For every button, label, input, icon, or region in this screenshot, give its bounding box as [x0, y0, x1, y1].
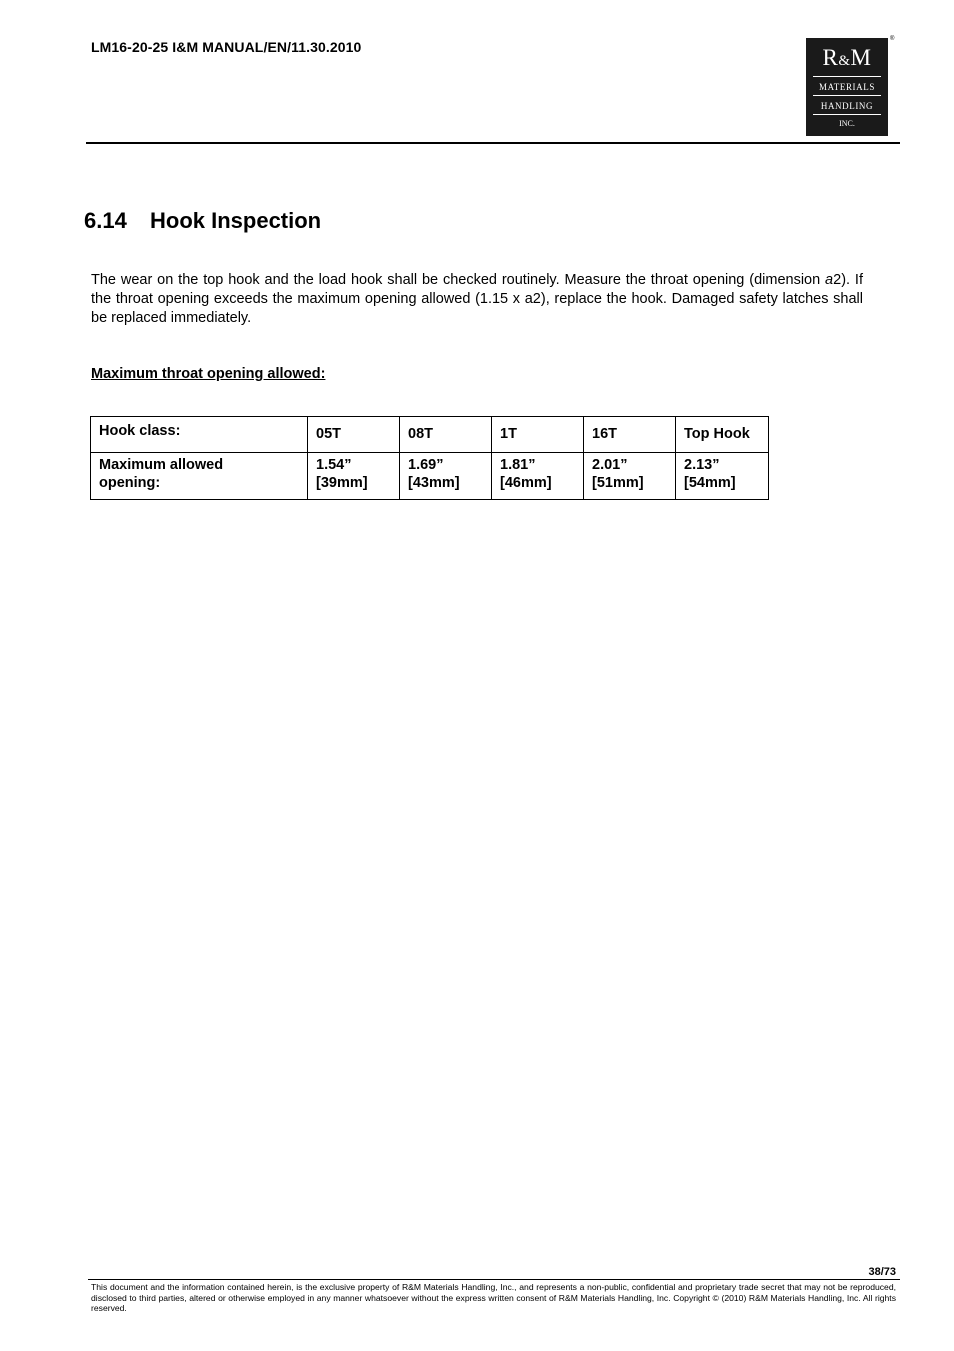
section-title: Hook Inspection [150, 208, 322, 233]
max-opening-cell [492, 453, 584, 500]
header-divider [86, 142, 900, 144]
opening-inch: 2.01” [592, 457, 628, 473]
section-number: 6.14 [84, 208, 127, 233]
hook-class-cell: 08T [400, 417, 492, 453]
max-opening-label [91, 453, 308, 500]
logo-monogram [806, 38, 888, 73]
label-line: Maximum allowed [99, 457, 224, 473]
section-heading [84, 208, 321, 234]
opening-inch: 1.54” [316, 457, 352, 473]
opening-mm: [46mm] [500, 475, 552, 491]
max-opening-cell [584, 453, 676, 500]
hook-class-cell: Top Hook [676, 417, 769, 453]
footer-divider [88, 1279, 900, 1280]
table-subheading: Maximum throat opening allowed: [91, 366, 326, 382]
paragraph-text: 2). If the throat opening exceeds the maximum opening allowed (1.15 x a2), replace the hook. Damaged safety latches shall be replaced immediately. [91, 272, 863, 326]
throat-opening-table [90, 416, 769, 500]
opening-mm: [54mm] [684, 475, 736, 491]
opening-mm: [51mm] [592, 475, 644, 491]
logo-letter-r: R [822, 45, 839, 70]
table-row-max-opening [91, 453, 769, 500]
hook-class-cell: 1T [492, 417, 584, 453]
paragraph-italic-symbol: a [825, 272, 834, 288]
opening-inch: 1.81” [500, 457, 536, 473]
page-number: 38/73 [868, 1266, 896, 1278]
footer-legal-notice: This document and the information contained herein, is the exclusive property of R&M Materials Handling, Inc., and represents a non-public, confidential and proprietary trade secret that may not be reproduced, disclosed to third parties, altered or otherwise employed in any manner whatsoever without the express written consent of R&M Materials Handling, Inc. Copyright © (2010) R&M Materials Handling, Inc. All rights reserved. [91, 1282, 896, 1313]
logo-line-handling: HANDLING [820, 101, 874, 111]
opening-mm: [39mm] [316, 475, 368, 491]
hook-class-cell: 16T [584, 417, 676, 453]
label-line: opening: [99, 475, 161, 491]
max-opening-cell [676, 453, 769, 500]
table-row-hook-class [91, 417, 769, 453]
registered-mark: ® [890, 36, 895, 42]
body-paragraph [91, 271, 863, 328]
logo-ampersand: & [838, 53, 851, 69]
opening-inch: 2.13” [684, 457, 720, 473]
max-opening-cell [400, 453, 492, 500]
logo-line-inc: INC. [839, 119, 855, 128]
document-id: LM16-20-25 I&M MANUAL/EN/11.30.2010 [91, 39, 362, 55]
opening-mm: [43mm] [408, 475, 460, 491]
hook-class-label: Hook class: [91, 417, 308, 453]
max-opening-cell [308, 453, 400, 500]
company-logo [806, 38, 888, 136]
opening-inch: 1.69” [408, 457, 444, 473]
logo-line-materials: MATERIALS [819, 82, 875, 92]
paragraph-text: The wear on the top hook and the load hook shall be checked routinely. Measure the throat opening (dimension [91, 272, 826, 288]
logo-letter-m: M [850, 45, 872, 70]
hook-class-cell: 05T [308, 417, 400, 453]
